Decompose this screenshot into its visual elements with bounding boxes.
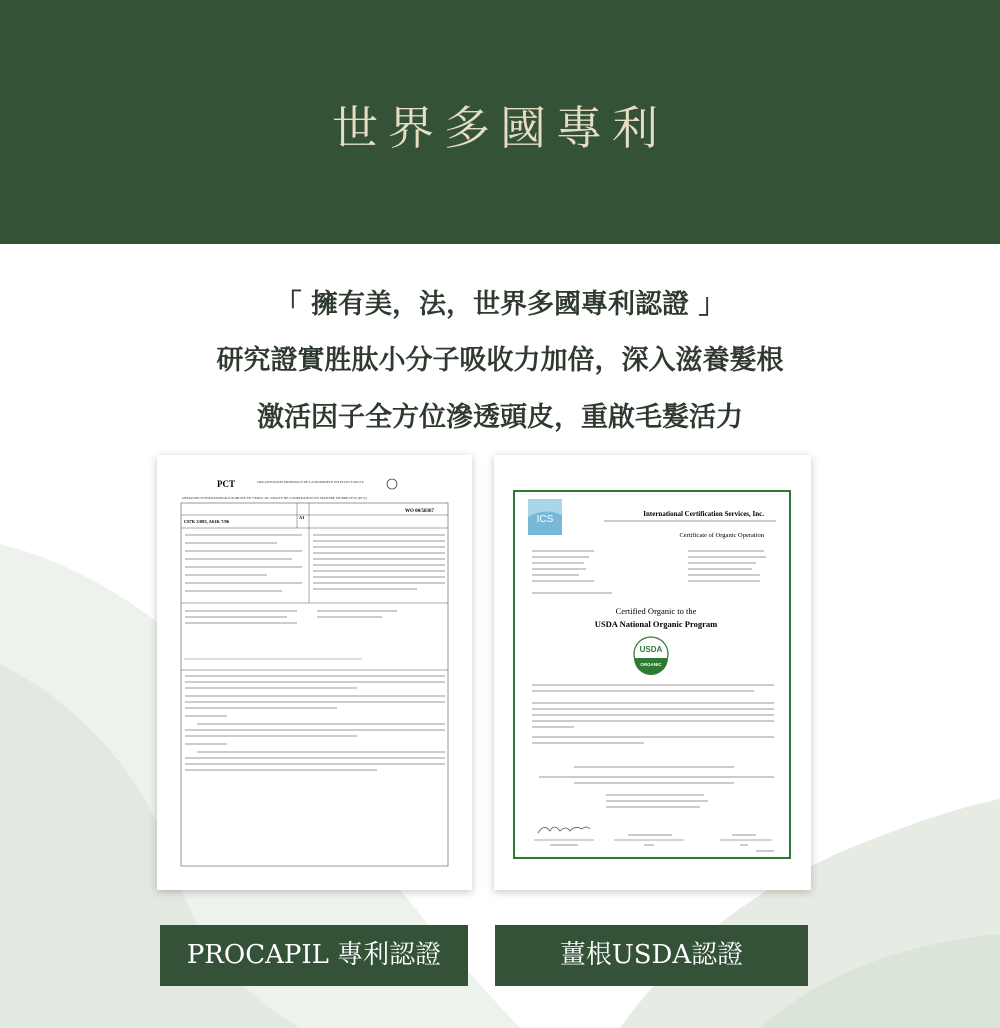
ics-logo-icon <box>528 499 562 535</box>
pct-filler-text <box>185 535 445 770</box>
pct-patent-document <box>157 455 472 890</box>
usda-body-text <box>532 685 774 807</box>
usda-organic-seal-icon <box>634 637 668 675</box>
usda-organic-certificate <box>494 455 811 890</box>
hero-banner <box>0 0 1000 244</box>
page-title: 世界多國專利 <box>332 101 668 155</box>
usda-certified-line2: USDA National Organic Program <box>594 619 718 629</box>
ics-logo-text: ICS <box>536 514 554 525</box>
intro-line-research: 研究證實胜肽小分子吸收力加倍，深入滋養髮根 <box>216 345 784 376</box>
usda-company-name: International Certification Services, Inc. <box>643 510 764 518</box>
pct-classification: C07K 5/083, A61K 7/06 <box>184 519 230 524</box>
usda-certificate-page <box>494 455 811 890</box>
svg-text:ORGANIC: ORGANIC <box>640 662 662 667</box>
signature <box>538 827 590 833</box>
pct-org-text: ORGANISATION MONDIALE DE LA PROPRIETE INTELLECTUELLE <box>257 480 364 484</box>
svg-text:USDA: USDA <box>639 645 663 654</box>
pct-title-text: DEMANDE INTERNATIONALE PUBLIEE EN VERTU DU TRAITE DE COOPERATION EN MATIERE DE BREVETS (PCT) <box>182 496 367 500</box>
usda-certification-button[interactable]: 薑根USDA認證 <box>495 925 808 986</box>
pct-header-text: PCT <box>217 479 235 489</box>
usda-certified-line1: Certified Organic to the <box>615 606 697 616</box>
procapil-patent-button[interactable]: PROCAPIL 專利認證 <box>160 925 468 986</box>
pct-a1-mark: A1 <box>299 515 305 520</box>
intro-line-patents: 「 擁有美，法，世界多國專利認證 」 <box>274 289 726 320</box>
pct-publication-number: WO 00/58367 <box>405 509 435 514</box>
usda-operation-details <box>532 551 766 593</box>
usda-certificate-subtitle: Certificate of Organic Operation <box>679 532 764 539</box>
intro-line-activate: 激活因子全方位滲透頭皮，重啟毛髮活力 <box>257 402 743 433</box>
pct-document-page <box>157 455 472 890</box>
wipo-emblem-icon <box>387 479 397 489</box>
